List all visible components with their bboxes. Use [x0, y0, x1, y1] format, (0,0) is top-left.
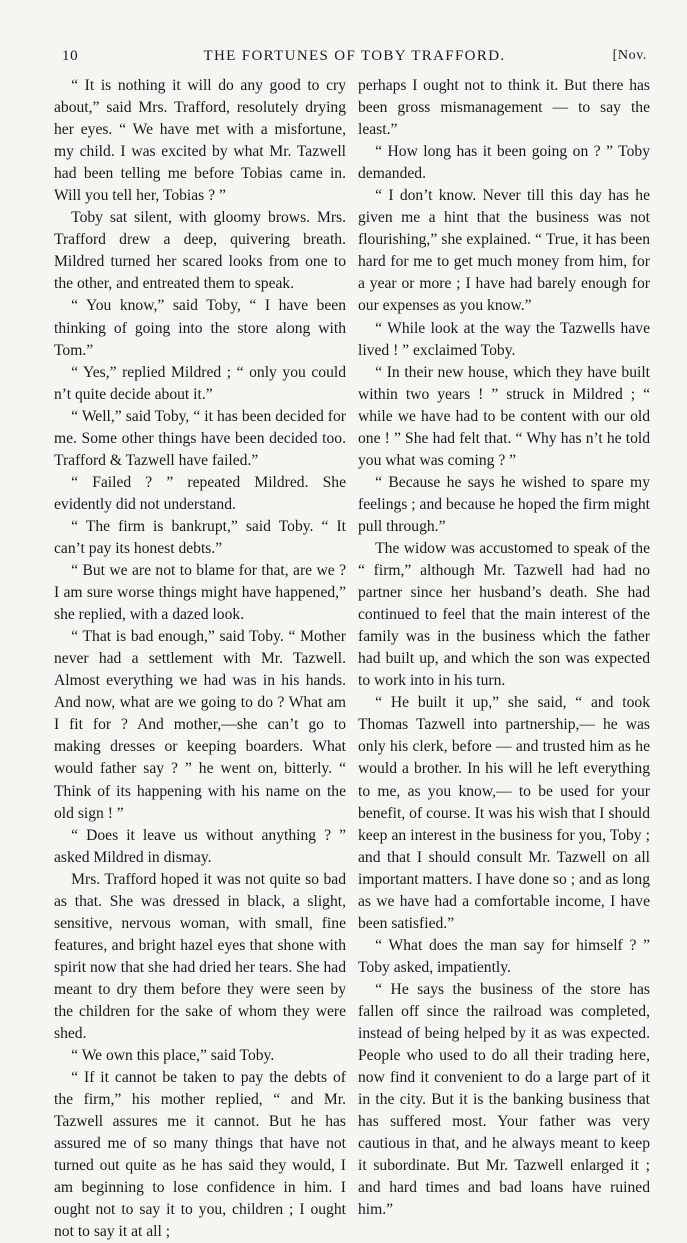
left-column: [54, 75, 346, 1243]
paragraph: “ Does it leave us without anything ? ” asked Mildred in dismay.: [54, 826, 346, 866]
paragraph: “ Well,” said Toby, “ it has been decided for me. Some other things have been decided too. Trafford & Tazwell have failed.”: [54, 407, 346, 469]
paragraph: The widow was accustomed to speak of the “ firm,” although Mr. Tazwell had had no partner since her husband’s death. She had continued to feel that the main interest of the family was in the business which the father had built up, and which the son was expected to work into in his turn.: [358, 539, 650, 690]
paragraph: “ But we are not to blame for that, are we ? I am sure worse things might have happened,” she replied, with a dazed look.: [54, 562, 346, 624]
paragraph: “ While look at the way the Tazwells have lived ! ” exclaimed Toby.: [358, 319, 650, 359]
paragraph: “ Yes,” replied Mildred ; “ only you could n’t quite decide about it.”: [54, 363, 346, 403]
paragraph: “ What does the man say for himself ? ” Toby asked, impatiently.: [358, 936, 650, 976]
paragraph: “ He built it up,” she said, “ and took Thomas Tazwell into partnership,— he was only his clerk, before — and trusted him as he would a brother. In his will he left everything to me, as you know,— to be used for your benefit, of course. It was his wish that I should keep an interest in the business for you, Toby ; and that I should consult Mr. Tazwell on all important matters. I have done so ; and as long as we have had a comfortable income, I have been satisfied.”: [358, 694, 650, 932]
paragraph: “ If it cannot be taken to pay the debts of the firm,” his mother replied, “ and Mr. Tazwell assures me it cannot. But he has assured me of so many things that have not turned out quite as he has said they would, I am beginning to lose confidence in him. I ought not to say it to you, children ; I ought not to say it at all ;: [54, 1069, 346, 1241]
running-title: THE FORTUNES OF TOBY TRAFFORD.: [203, 48, 506, 64]
paragraph: “ That is bad enough,” said Toby. “ Mother never had a settlement with Mr. Tazwell. Almost everything we had was in his hands. And now, what are we going to do ? What am I fit for ? And mother,—she can’t go to making dresses or keeping boarders. What would father say ? ” he went on, bitterly. “ Think of its happening with his name on the old sign ! ”: [54, 628, 346, 822]
paragraph: “ Because he says he wished to spare my feelings ; and because he hoped the firm might pull through.”: [358, 473, 650, 535]
page-number: 10: [62, 48, 79, 64]
paragraph: “ He says the business of the store has fallen off since the railroad was completed, instead of being helped by it as was expected. People who used to do all their trading here, now find it convenient to do a large part of it in the city. But it is the banking business that has suffered most. Your father was very cautious in that, and he always meant to keep it subordinate. But Mr. Tazwell enlarged it ; and hard times and bad loans have ruined him.”: [358, 980, 650, 1219]
running-header: [62, 48, 647, 70]
paragraph: “ I don’t know. Never till this day has he given me a hint that the business was not flourishing,” she explained. “ True, it has been hard for me to get much money from him, for a year or more ; I have had barely enough for our expenses as you know.”: [358, 187, 650, 315]
paragraph: “ Failed ? ” repeated Mildred. She evidently did not understand.: [54, 473, 346, 513]
paragraph: “ How long has it been going on ? ” Toby demanded.: [358, 143, 650, 183]
continued-paragraph: perhaps I ought not to think it. But there has been gross mismanagement — to say the least.”: [358, 77, 650, 139]
right-column: [358, 75, 650, 1221]
paragraph: “ You know,” said Toby, “ I have been thinking of going into the store along with Tom.”: [54, 297, 346, 359]
paragraph: Toby sat silent, with gloomy brows. Mrs. Trafford drew a deep, quivering breath. Mildred turned her scared looks from one to the other, and entreated them to speak.: [54, 209, 346, 293]
issue-label: [Nov.: [612, 48, 647, 63]
paragraph: “ It is nothing it will do any good to cry about,” said Mrs. Trafford, resolutely drying her eyes. “ We have met with a misfortune, my child. I was excited by what Mr. Tazwell had been telling me before Tobias came in. Will you tell her, Tobias ? ”: [54, 77, 346, 205]
paragraph: “ We own this place,” said Toby.: [71, 1047, 275, 1065]
paragraph: “ The firm is bankrupt,” said Toby. “ It can’t pay its honest debts.”: [54, 517, 346, 557]
paragraph: “ In their new house, which they have built within two years ! ” struck in Mildred ; “ while we have had to be content with our old one ! ” She had felt that. “ Why has n’t he told you what was coming ? ”: [358, 363, 650, 469]
paragraph: Mrs. Trafford hoped it was not quite so bad as that. She was dressed in black, a slight, sensitive, nervous woman, with small, fine features, and bright hazel eyes that shone with spirit now that she had dried her tears. She had meant to dry them before they were seen by the children for the sake of whom they were shed.: [54, 870, 346, 1043]
